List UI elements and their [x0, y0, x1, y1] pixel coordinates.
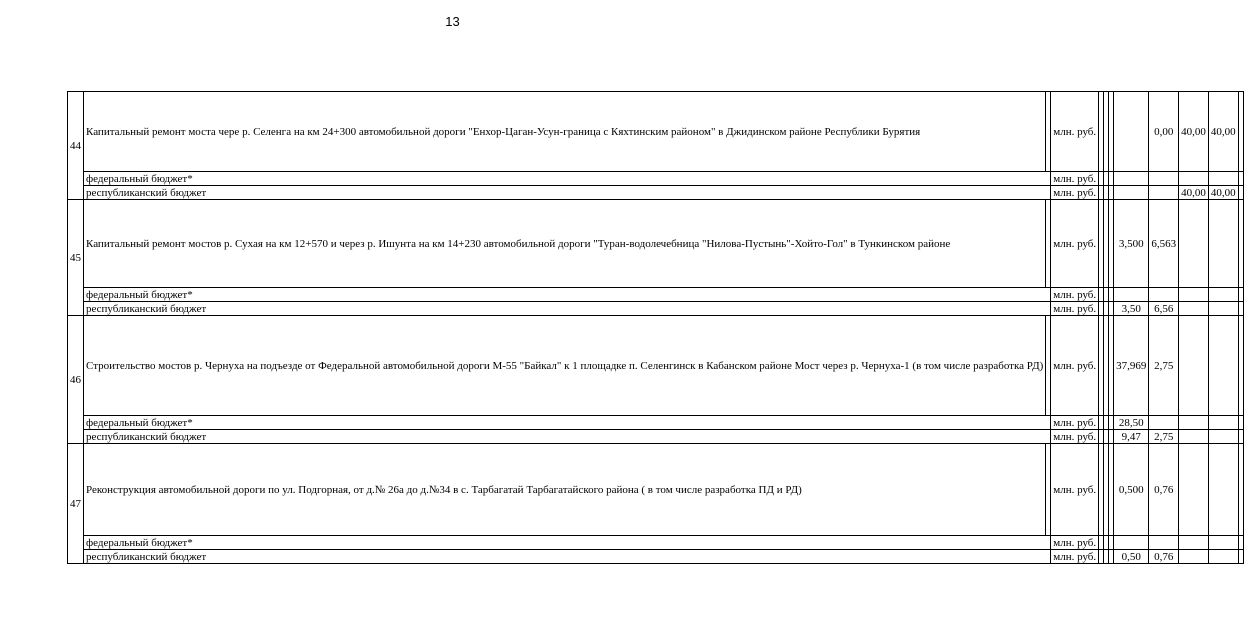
budget-subrow — [68, 536, 1244, 550]
value-cell — [1114, 288, 1149, 302]
value-cell — [1208, 444, 1238, 536]
value-cell — [1238, 172, 1243, 186]
value-cell: 37,969 — [1114, 316, 1149, 416]
value-cell — [1238, 316, 1243, 416]
value-cell — [1238, 200, 1243, 288]
value-cell — [1238, 444, 1243, 536]
budget-subrow — [68, 416, 1244, 430]
value-cell — [1149, 416, 1179, 430]
project-description: Капитальный ремонт мостов р. Сухая на км 12+570 и через р. Ишунта на км 14+230 автомобильной дороги "Туран-водолечебница "Нилова-Пустынь"-Хойто-Гол" в Тункинском районе — [84, 200, 1046, 288]
row-number: 45 — [68, 200, 84, 316]
budget-label: федеральный бюджет* — [84, 536, 1051, 550]
value-cell: 0,76 — [1149, 444, 1179, 536]
value-cell: 2,75 — [1149, 316, 1179, 416]
value-cell — [1238, 416, 1243, 430]
value-cell — [1179, 288, 1209, 302]
project-row — [68, 200, 1244, 288]
unit-cell: млн. руб. — [1051, 302, 1099, 316]
budget-subrow — [68, 172, 1244, 186]
value-cell — [1238, 302, 1243, 316]
unit-cell: млн. руб. — [1051, 536, 1099, 550]
value-cell — [1238, 288, 1243, 302]
value-cell: 0,50 — [1114, 550, 1149, 564]
value-cell: 40,00 — [1208, 92, 1238, 172]
value-cell: 40,00 — [1179, 186, 1209, 200]
budget-subrow — [68, 430, 1244, 444]
value-cell: 3,50 — [1114, 302, 1149, 316]
unit-cell: млн. руб. — [1051, 316, 1099, 416]
value-cell — [1208, 288, 1238, 302]
value-cell — [1149, 288, 1179, 302]
unit-cell: млн. руб. — [1051, 172, 1099, 186]
value-cell — [1149, 172, 1179, 186]
value-cell: 6,56 — [1149, 302, 1179, 316]
budget-label: федеральный бюджет* — [84, 172, 1051, 186]
unit-cell: млн. руб. — [1051, 186, 1099, 200]
budget-subrow — [68, 186, 1244, 200]
unit-cell: млн. руб. — [1051, 430, 1099, 444]
value-cell — [1208, 536, 1238, 550]
unit-cell: млн. руб. — [1051, 92, 1099, 172]
budget-label: республиканский бюджет — [84, 430, 1051, 444]
value-cell — [1179, 430, 1209, 444]
page-number: 13 — [445, 14, 460, 29]
value-cell — [1208, 302, 1238, 316]
budget-label: республиканский бюджет — [84, 302, 1051, 316]
value-cell — [1179, 302, 1209, 316]
row-number: 44 — [68, 92, 84, 200]
unit-cell: млн. руб. — [1051, 550, 1099, 564]
value-cell: 3,500 — [1114, 200, 1149, 288]
value-cell: 6,563 — [1149, 200, 1179, 288]
project-description: Строительство мостов р. Чернуха на подъезде от Федеральной автомобильной дороги М-55 "Байкал" к 1 площадке п. Селенгинск в Кабанском районе Мост через р. Чернуха-1 (в том числе разработка РД) — [84, 316, 1046, 416]
value-cell: 28,50 — [1114, 416, 1149, 430]
value-cell — [1114, 172, 1149, 186]
value-cell — [1238, 550, 1243, 564]
value-cell: 0,00 — [1149, 92, 1179, 172]
value-cell — [1208, 416, 1238, 430]
value-cell — [1114, 186, 1149, 200]
value-cell — [1149, 536, 1179, 550]
value-cell — [1208, 200, 1238, 288]
budget-label: республиканский бюджет — [84, 186, 1051, 200]
budget-subrow — [68, 550, 1244, 564]
row-number: 47 — [68, 444, 84, 564]
budget-label: федеральный бюджет* — [84, 416, 1051, 430]
budget-table — [67, 91, 1244, 564]
value-cell — [1179, 444, 1209, 536]
value-cell — [1179, 416, 1209, 430]
budget-label: федеральный бюджет* — [84, 288, 1051, 302]
value-cell — [1114, 536, 1149, 550]
unit-cell: млн. руб. — [1051, 416, 1099, 430]
value-cell — [1208, 172, 1238, 186]
value-cell — [1208, 316, 1238, 416]
value-cell — [1238, 92, 1243, 172]
project-row — [68, 92, 1244, 172]
row-number: 46 — [68, 316, 84, 444]
value-cell — [1208, 550, 1238, 564]
value-cell: 40,00 — [1208, 186, 1238, 200]
value-cell: 0,500 — [1114, 444, 1149, 536]
project-row — [68, 444, 1244, 536]
value-cell — [1179, 200, 1209, 288]
project-description: Капитальный ремонт моста чере р. Селенга на км 24+300 автомобильной дороги "Енхор-Цаган-Усун-граница с Кяхтинским районом" в Джидинском районе Республики Бурятия — [84, 92, 1046, 172]
unit-cell: млн. руб. — [1051, 200, 1099, 288]
unit-cell: млн. руб. — [1051, 444, 1099, 536]
value-cell — [1114, 92, 1149, 172]
budget-label: республиканский бюджет — [84, 550, 1051, 564]
value-cell — [1179, 536, 1209, 550]
value-cell — [1179, 172, 1209, 186]
value-cell — [1208, 430, 1238, 444]
value-cell: 40,00 — [1179, 92, 1209, 172]
value-cell — [1238, 536, 1243, 550]
project-row — [68, 316, 1244, 416]
budget-subrow — [68, 302, 1244, 316]
budget-subrow — [68, 288, 1244, 302]
value-cell: 9,47 — [1114, 430, 1149, 444]
value-cell: 0,76 — [1149, 550, 1179, 564]
value-cell: 2,75 — [1149, 430, 1179, 444]
value-cell — [1149, 186, 1179, 200]
project-description: Реконструкция автомобильной дороги по ул. Подгорная, от д.№ 26а до д.№34 в с. Тарбагатай Тарбагатайского района ( в том числе разработка ПД и РД) — [84, 444, 1046, 536]
value-cell — [1179, 316, 1209, 416]
unit-cell: млн. руб. — [1051, 288, 1099, 302]
value-cell — [1179, 550, 1209, 564]
value-cell — [1238, 186, 1243, 200]
value-cell — [1238, 430, 1243, 444]
